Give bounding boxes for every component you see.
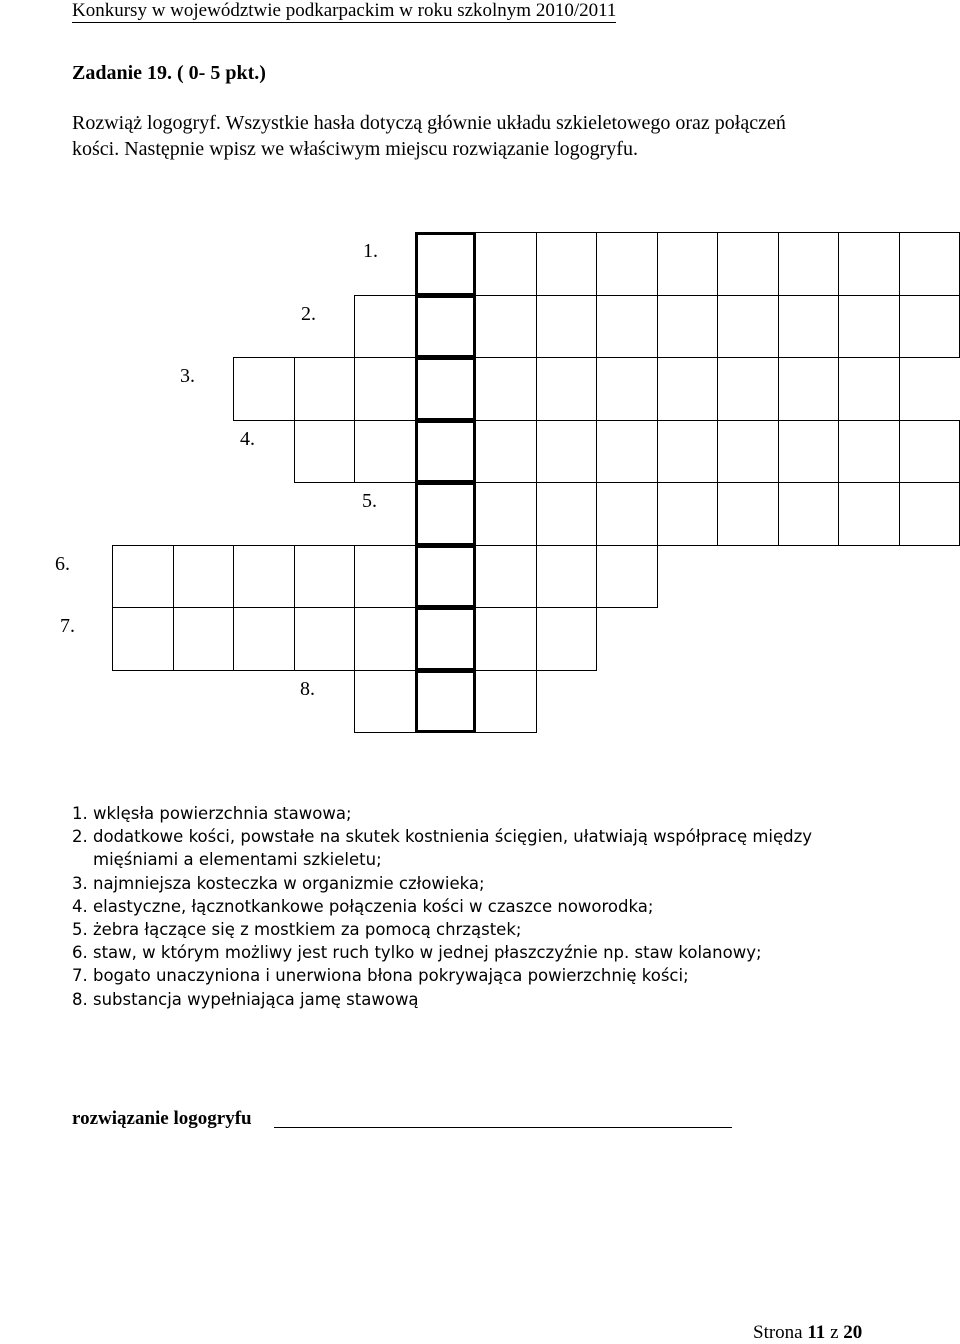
crossword-cell[interactable] xyxy=(899,420,960,484)
crossword-cell[interactable] xyxy=(536,232,598,296)
row-label-8: 8. xyxy=(300,678,315,701)
crossword-cell[interactable] xyxy=(657,420,719,484)
crossword-cell[interactable] xyxy=(717,420,779,484)
crossword-cell[interactable] xyxy=(838,232,900,296)
crossword-cell[interactable] xyxy=(475,357,537,421)
crossword-cell[interactable] xyxy=(233,545,295,609)
solution-column-cell[interactable] xyxy=(415,670,477,734)
crossword-cell[interactable] xyxy=(778,232,840,296)
crossword-cell[interactable] xyxy=(536,295,598,359)
crossword-cell[interactable] xyxy=(899,482,960,546)
crossword-cell[interactable] xyxy=(717,482,779,546)
crossword-cell[interactable] xyxy=(536,607,598,671)
footer-prefix: Strona xyxy=(753,1322,803,1343)
task-instruction-line-1: Rozwiąż logogryf. Wszystkie hasła dotyczą głównie układu szkieletowego oraz połączeń xyxy=(72,112,786,135)
crossword-cell[interactable] xyxy=(294,545,356,609)
crossword-cell[interactable] xyxy=(475,232,537,296)
solution-label: rozwiązanie logogryfu xyxy=(72,1108,252,1130)
solution-column-cell[interactable] xyxy=(415,607,477,671)
row-label-5: 5. xyxy=(362,490,377,513)
crossword-cell[interactable] xyxy=(475,607,537,671)
crossword-cell[interactable] xyxy=(657,232,719,296)
clue-5: 5. żebra łączące się z mostkiem za pomocą chrząstek; xyxy=(72,918,812,941)
clue-list xyxy=(72,802,812,1011)
crossword-cell[interactable] xyxy=(294,607,356,671)
clue-8: 8. substancja wypełniająca jamę stawową xyxy=(72,988,812,1011)
crossword-cell[interactable] xyxy=(475,482,537,546)
crossword-cell[interactable] xyxy=(233,607,295,671)
crossword-cell[interactable] xyxy=(657,295,719,359)
row-label-6: 6. xyxy=(55,553,70,576)
row-label-3: 3. xyxy=(180,365,195,388)
crossword-cell[interactable] xyxy=(717,357,779,421)
crossword-cell[interactable] xyxy=(475,295,537,359)
crossword-cell[interactable] xyxy=(596,295,658,359)
crossword-cell[interactable] xyxy=(717,232,779,296)
solution-answer-line[interactable] xyxy=(274,1127,732,1128)
clue-2-continued: mięśniami a elementami szkieletu; xyxy=(72,848,812,871)
crossword-cell[interactable] xyxy=(354,670,416,734)
crossword-cell[interactable] xyxy=(778,357,840,421)
solution-column-cell[interactable] xyxy=(415,357,477,421)
footer-total-pages: 20 xyxy=(843,1322,862,1343)
crossword-cell[interactable] xyxy=(596,482,658,546)
crossword-cell[interactable] xyxy=(294,420,356,484)
crossword-cell[interactable] xyxy=(838,482,900,546)
crossword-cell[interactable] xyxy=(596,357,658,421)
footer-separator: z xyxy=(830,1322,838,1343)
crossword-cell[interactable] xyxy=(596,545,658,609)
crossword-cell[interactable] xyxy=(112,545,174,609)
crossword-cell[interactable] xyxy=(536,420,598,484)
crossword-cell[interactable] xyxy=(354,357,416,421)
clue-1: 1. wklęsła powierzchnia stawowa; xyxy=(72,802,812,825)
crossword-cell[interactable] xyxy=(838,357,900,421)
crossword-cell[interactable] xyxy=(173,545,235,609)
crossword-cell[interactable] xyxy=(657,357,719,421)
crossword-cell[interactable] xyxy=(899,232,960,296)
crossword-cell[interactable] xyxy=(536,482,598,546)
crossword-cell[interactable] xyxy=(475,545,537,609)
page-header: Konkursy w województwie podkarpackim w roku szkolnym 2010/2011 xyxy=(72,0,616,23)
crossword-cell[interactable] xyxy=(838,295,900,359)
solution-column-cell[interactable] xyxy=(415,420,477,484)
crossword-cell[interactable] xyxy=(294,357,356,421)
crossword-cell[interactable] xyxy=(475,420,537,484)
page-footer xyxy=(753,1322,862,1344)
crossword-cell[interactable] xyxy=(717,295,779,359)
solution-column-cell[interactable] xyxy=(415,545,477,609)
footer-page-number: 11 xyxy=(807,1322,825,1343)
crossword-cell[interactable] xyxy=(475,670,537,734)
crossword-cell[interactable] xyxy=(112,607,174,671)
crossword-cell[interactable] xyxy=(657,482,719,546)
crossword-cell[interactable] xyxy=(536,545,598,609)
crossword-cell[interactable] xyxy=(354,295,416,359)
crossword-cell[interactable] xyxy=(354,545,416,609)
row-label-2: 2. xyxy=(301,303,316,326)
crossword-cell[interactable] xyxy=(778,482,840,546)
clue-2: 2. dodatkowe kości, powstałe na skutek kostnienia ścięgien, ułatwiają współpracę między xyxy=(72,825,812,848)
solution-column-cell[interactable] xyxy=(415,232,477,296)
crossword-cell[interactable] xyxy=(838,420,900,484)
clue-7: 7. bogato unaczyniona i unerwiona błona pokrywająca powierzchnię kości; xyxy=(72,964,812,987)
crossword-cell[interactable] xyxy=(778,295,840,359)
clue-6: 6. staw, w którym możliwy jest ruch tylko w jednej płaszczyźnie np. staw kolanowy; xyxy=(72,941,812,964)
crossword-cell[interactable] xyxy=(173,607,235,671)
clue-3: 3. najmniejsza kosteczka w organizmie człowieka; xyxy=(72,872,812,895)
task-instruction-line-2: kości. Następnie wpisz we właściwym miejscu rozwiązanie logogryfu. xyxy=(72,138,638,161)
row-label-1: 1. xyxy=(363,240,378,263)
crossword-cell[interactable] xyxy=(899,295,960,359)
crossword-cell[interactable] xyxy=(596,232,658,296)
crossword-cell[interactable] xyxy=(354,420,416,484)
crossword-cell[interactable] xyxy=(596,420,658,484)
crossword-cell[interactable] xyxy=(233,357,295,421)
solution-column-cell[interactable] xyxy=(415,295,477,359)
solution-column-cell[interactable] xyxy=(415,482,477,546)
crossword-cell[interactable] xyxy=(778,420,840,484)
crossword-cell[interactable] xyxy=(536,357,598,421)
row-label-7: 7. xyxy=(60,615,75,638)
row-label-4: 4. xyxy=(240,428,255,451)
crossword-cell[interactable] xyxy=(354,607,416,671)
task-title: Zadanie 19. ( 0- 5 pkt.) xyxy=(72,62,266,85)
clue-4: 4. elastyczne, łącznotkankowe połączenia kości w czaszce noworodka; xyxy=(72,895,812,918)
